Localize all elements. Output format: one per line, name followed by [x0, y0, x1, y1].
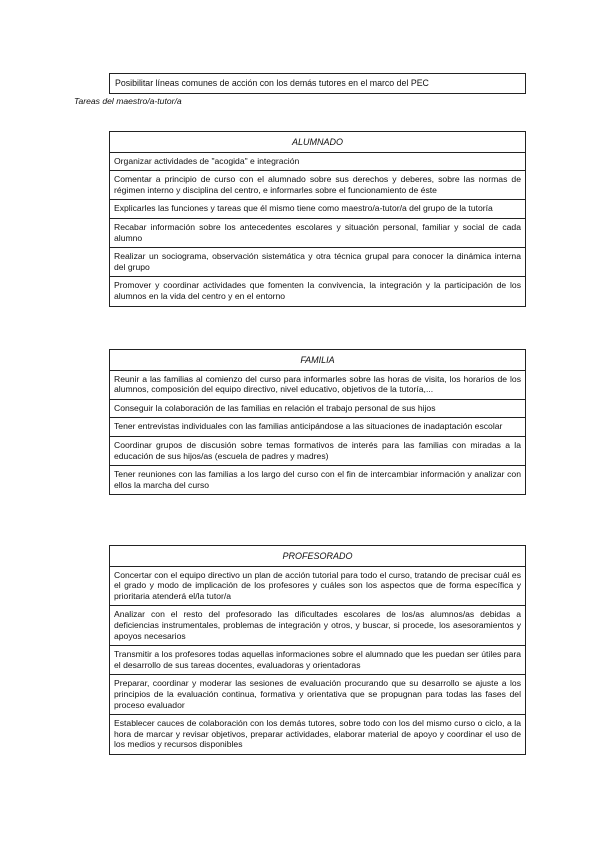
familia-header: FAMILIA [300, 355, 335, 365]
alumnado-row: Organizar actividades de "acogida" e integración [110, 152, 525, 171]
profesorado-row: Analizar con el resto del profesorado las dificultades escolares de los/as alumnos/as debidas a deficiencias instrumentales, problemas de integración y otros, y buscar, si procede, los asesoramientos y apoyos necesarios [110, 605, 525, 645]
profesorado-row: Preparar, coordinar y moderar las sesiones de evaluación procurando que su desarrollo se ajuste a los principios de la evaluación continua, formativa y orientativa que se propugnan para todas las fases del proceso evaluador [110, 674, 525, 714]
familia-row: Reunir a las familias al comienzo del curso para informarles sobre las horas de visita, los horarios de los alumnos, composición del equipo directivo, nivel educativo, objetivos de la tutoría,... [110, 370, 525, 399]
familia-row: Conseguir la colaboración de las familias en relación el trabajo personal de sus hijos [110, 399, 525, 418]
top-statement: Posibilitar líneas comunes de acción con los demás tutores en el marco del PEC [115, 78, 429, 88]
familia-table [109, 349, 526, 495]
familia-row: Tener reuniones con las familias a los largo del curso con el fin de intercambiar información y analizar con ellos la marcha del curso [110, 465, 525, 494]
alumnado-row: Recabar información sobre los antecedentes escolares y situación personal, familiar y social de cada alumno [110, 218, 525, 247]
profesorado-row: Establecer cauces de colaboración con los demás tutores, sobre todo con los del mismo curso o ciclo, a la hora de marcar y revisar objetivos, preparar actividades, elaborar material de apoyo y coordinar el uso de los medios y recursos disponibles [110, 714, 525, 754]
alumnado-header: ALUMNADO [291, 137, 343, 147]
alumnado-row: Comentar a principio de curso con el alumnado sobre sus derechos y deberes, sobre las normas de régimen interno y disciplina del centro, e informarles sobre el funcionamiento de éste [110, 170, 525, 199]
familia-row: Tener entrevistas individuales con las familias anticipándose a las situaciones de inadaptación escolar [110, 417, 525, 436]
section-subtitle: Tareas del maestro/a-tutor/a [74, 96, 182, 106]
profesorado-header: PROFESORADO [282, 551, 353, 561]
profesorado-row: Concertar con el equipo directivo un plan de acción tutorial para todo el curso, tratando de precisar cuál es el grado y modo de implicación de los profesores y cuáles son los aspectos que de forma específica y prioritaria atenderá el/la tutor/a [110, 566, 525, 606]
alumnado-row: Realizar un sociograma, observación sistemática y otra técnica grupal para conocer la dinámica interna del grupo [110, 247, 525, 276]
top-statement-box [109, 73, 526, 94]
alumnado-table [109, 131, 526, 307]
alumnado-row: Explicarles las funciones y tareas que él mismo tiene como maestro/a-tutor/a del grupo de la tutoría [110, 199, 525, 218]
familia-row: Coordinar grupos de discusión sobre temas formativos de interés para las familias con miradas a la educación de sus hijos/as (escuela de padres y madres) [110, 436, 525, 465]
alumnado-row: Promover y coordinar actividades que fomenten la convivencia, la integración y la participación de los alumnos en la vida del centro y en el entorno [110, 276, 525, 305]
profesorado-table [109, 545, 526, 755]
profesorado-row: Transmitir a los profesores todas aquellas informaciones sobre el alumnado que les puedan ser útiles para el desarrollo de sus tareas docentes, evaluadoras y orientadoras [110, 645, 525, 674]
